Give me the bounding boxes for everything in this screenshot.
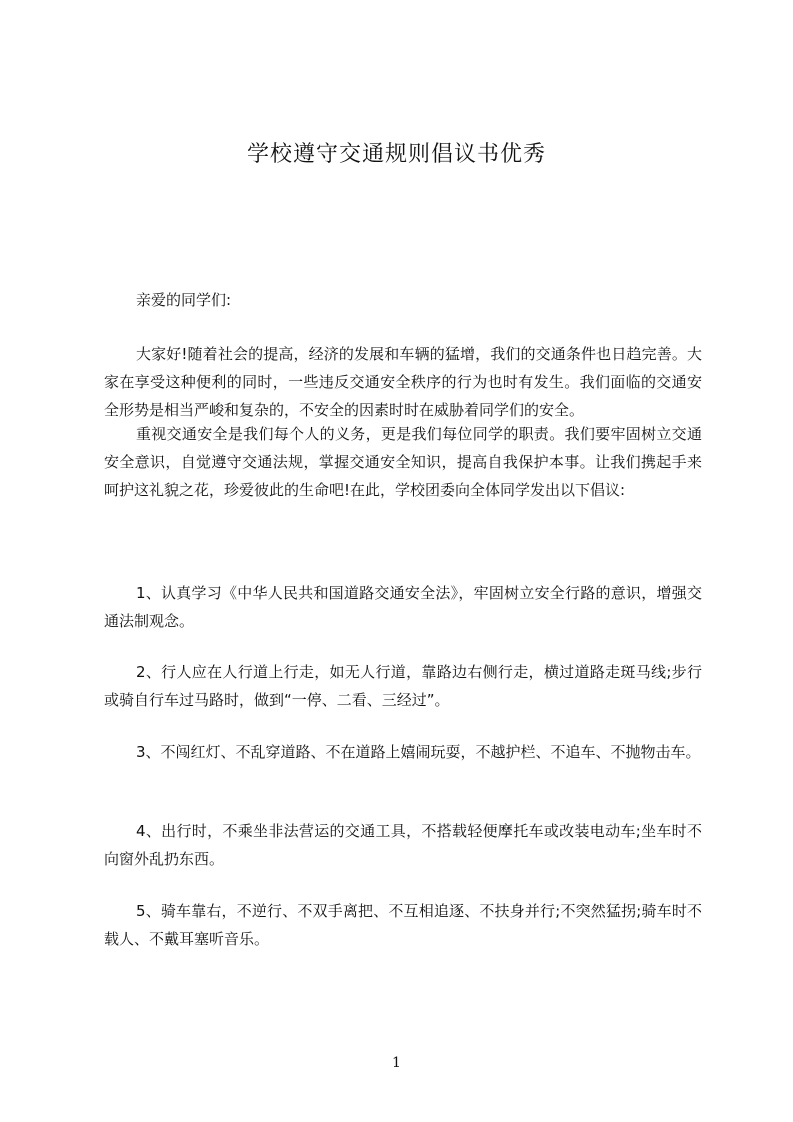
paragraph-duty: 重视交通安全是我们每个人的义务，更是我们每位同学的职责。我们要牢固树立交通安全意识，自觉遵守交通法规，掌握交通安全知识，提高自我保护本事。让我们携起手来呵护这礼貌之花，珍爱彼此的生命吧!在此，学校团委向全体同学发出以下倡议: [104,425,702,499]
document-title: 学校遵守交通规则倡议书优秀 [246,142,546,167]
proposal-item-1: 1、认真学习《中华人民共和国道路交通安全法》，牢固树立安全行路的意识，增强交通法制观念。 [104,584,702,630]
paragraph-intro: 大家好!随着社会的提高，经济的发展和车辆的猛增，我们的交通条件也日趋完善。大家在享受这种便利的同时，一些违反交通安全秩序的行为也时有发生。我们面临的交通安全形势是相当严峻和复杂的，不安全的因素时时在威胁着同学们的安全。 [104,345,702,419]
greeting: 亲爱的同学们: [136,291,232,309]
proposal-item-2: 2、行人应在人行道上行走，如无人行道，靠路边右侧行走，横过道路走斑马线;步行或骑自行车过马路时，做到“一停、二看、三经过”。 [104,663,702,709]
proposal-item-4: 4、出行时，不乘坐非法营运的交通工具，不搭载轻便摩托车或改装电动车;坐车时不向窗外乱扔东西。 [104,822,702,868]
page-number: 1 [392,1055,401,1071]
proposal-item-3: 3、不闯红灯、不乱穿道路、不在道路上嬉闹玩耍，不越护栏、不追车、不抛物击车。 [136,743,701,761]
proposal-item-5: 5、骑车靠右，不逆行、不双手离把、不互相追逐、不扶身并行;不突然猛拐;骑车时不载人、不戴耳塞听音乐。 [104,902,702,948]
